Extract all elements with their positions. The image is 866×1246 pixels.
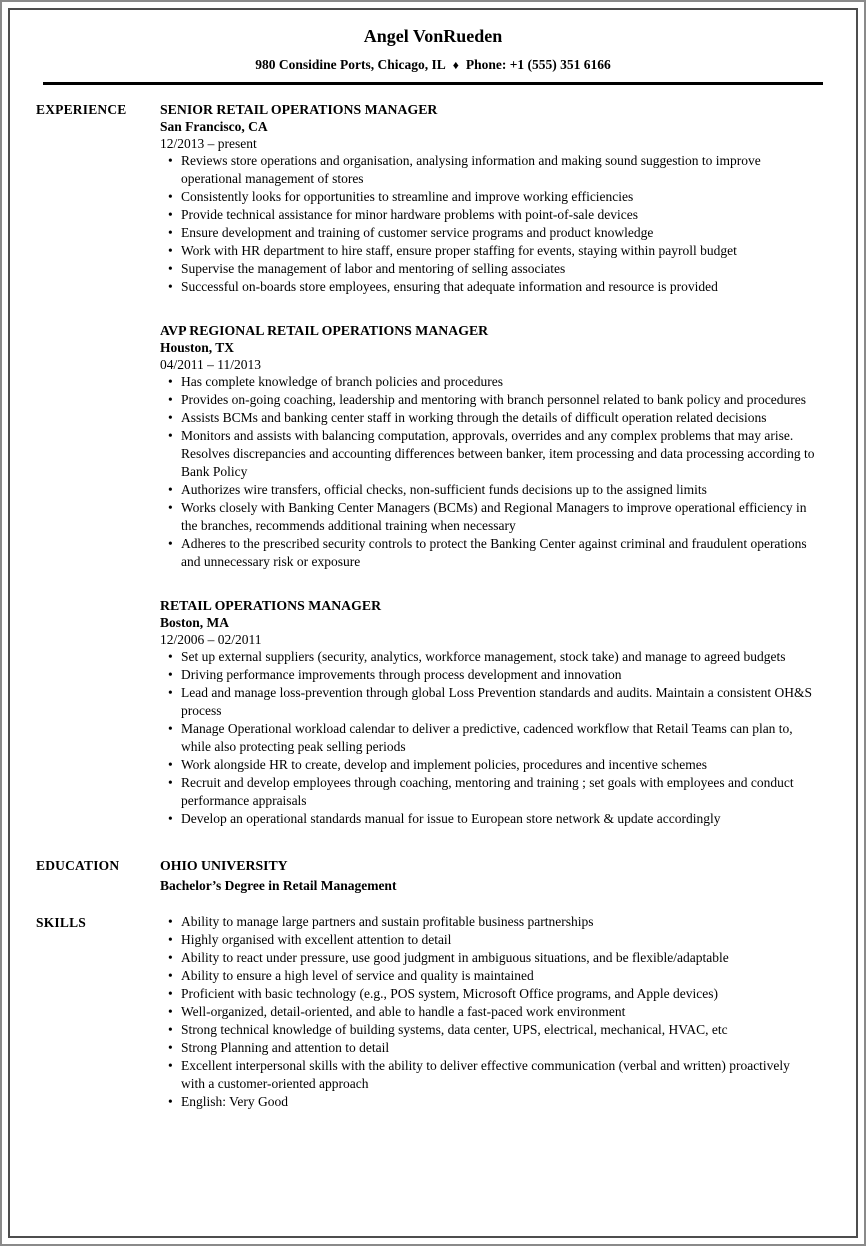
skill-bullet: • Proficient with basic technology (e.g., POS system, Microsoft Office programs, and Apple devices) (181, 985, 816, 1003)
job-dates: 04/2011 – 11/2013 (160, 357, 261, 372)
skill-bullet: • English: Very Good (181, 1093, 816, 1111)
skill-bullet: • Ability to react under pressure, use good judgment in ambiguous situations, and be flexible/adaptable (181, 949, 816, 967)
job-bullet: • Assists BCMs and banking center staff in working through the details of difficult operation related decisions (181, 409, 816, 427)
job-bullet: • Lead and manage loss-prevention through global Loss Prevention standards and audits. Maintain a consistent OH&S process (181, 684, 816, 720)
skill-bullet: • Strong technical knowledge of building systems, data center, UPS, electrical, mechanical, HVAC, etc (181, 1021, 816, 1039)
skills-bullet-list (160, 913, 816, 1111)
job-entry (160, 100, 816, 296)
job-bullet: • Consistently looks for opportunities to streamline and improve working efficiencies (181, 188, 816, 206)
job-entry (160, 596, 816, 828)
job-entry (160, 321, 816, 571)
job-title: SENIOR RETAIL OPERATIONS MANAGER (160, 102, 438, 117)
job-bullet: • Provide technical assistance for minor hardware problems with point-of-sale devices (181, 206, 816, 224)
address-text: 980 Considine Ports, Chicago, IL (255, 57, 446, 72)
job-bullet: • Recruit and develop employees through coaching, mentoring and training ; set goals with employees and conduct performance appraisals (181, 774, 816, 810)
job-bullet: • Provides on-going coaching, leadership and mentoring with branch personnel related to bank policy and procedures (181, 391, 816, 409)
job-bullet: • Set up external suppliers (security, analytics, workforce management, stock take) and manage to agreed budgets (181, 648, 816, 666)
contact-line (10, 57, 856, 73)
job-title: RETAIL OPERATIONS MANAGER (160, 598, 382, 613)
job-dates: 12/2006 – 02/2011 (160, 632, 262, 647)
experience-section (36, 100, 816, 828)
education-school: OHIO UNIVERSITY (160, 858, 288, 873)
job-bullet: • Monitors and assists with balancing computation, approvals, overrides and any complex problems that may arise. Resolves discrepancies and accounting differences between banker, item processing and data processing according to Bank Policy (181, 427, 816, 481)
job-bullet: • Develop an operational standards manual for issue to European store network & update accordingly (181, 810, 816, 828)
skill-bullet: • Excellent interpersonal skills with the ability to deliver effective communication (verbal and written) proactively with a customer-oriented approach (181, 1057, 816, 1093)
phone-text: Phone: +1 (555) 351 6166 (465, 57, 611, 72)
job-bullet: • Reviews store operations and organisation, analysing information and making sound suggestion to improve operational management of stores (181, 152, 816, 188)
person-name: Angel VonRueden (363, 26, 503, 46)
diamond-separator-icon: ♦ (452, 58, 459, 72)
skill-bullet: • Ability to ensure a high level of service and quality is maintained (181, 967, 816, 985)
experience-section-content (160, 100, 816, 828)
job-bullet: • Successful on-boards store employees, ensuring that adequate information and resource is provided (181, 278, 816, 296)
skill-bullet: • Ability to manage large partners and sustain profitable business partnerships (181, 913, 816, 931)
resume-page-inner (8, 8, 858, 1238)
job-location: Boston, MA (160, 615, 230, 630)
skill-bullet: • Well-organized, detail-oriented, and able to handle a fast-paced work environment (181, 1003, 816, 1021)
job-bullet: • Ensure development and training of customer service programs and product knowledge (181, 224, 816, 242)
job-bullet: • Work alongside HR to create, develop and implement policies, procedures and incentive schemes (181, 756, 816, 774)
resume-body (10, 85, 856, 1111)
job-dates: 12/2013 – present (160, 136, 257, 151)
skill-bullet: • Highly organised with excellent attention to detail (181, 931, 816, 949)
resume-header (10, 25, 856, 73)
job-bullet-list (160, 648, 816, 828)
job-location: Houston, TX (160, 340, 235, 355)
education-section-label: EDUCATION (36, 858, 120, 873)
job-bullet: • Driving performance improvements through process development and innovation (181, 666, 816, 684)
education-section (36, 856, 816, 895)
job-bullet-list (160, 152, 816, 296)
skills-section-content (160, 913, 816, 1111)
skills-section-label: SKILLS (36, 915, 86, 930)
job-location: San Francisco, CA (160, 119, 268, 134)
experience-section-label: EXPERIENCE (36, 102, 127, 117)
job-bullet: • Has complete knowledge of branch policies and procedures (181, 373, 816, 391)
skills-section (36, 913, 816, 1111)
job-bullet: • Work with HR department to hire staff, ensure proper staffing for events, staying within payroll budget (181, 242, 816, 260)
job-bullet: • Adheres to the prescribed security controls to protect the Banking Center against criminal and fraudulent operations and unnecessary risk or exposure (181, 535, 816, 571)
education-degree: Bachelor’s Degree in Retail Management (160, 878, 397, 893)
job-bullet: • Authorizes wire transfers, official checks, non-sufficient funds decisions up to the assigned limits (181, 481, 816, 499)
job-bullet: • Supervise the management of labor and mentoring of selling associates (181, 260, 816, 278)
job-bullet: • Works closely with Banking Center Managers (BCMs) and Regional Managers to improve operational efficiency in the branches, recommends additional training when necessary (181, 499, 816, 535)
job-bullet-list (160, 373, 816, 571)
skill-bullet: • Strong Planning and attention to detail (181, 1039, 816, 1057)
job-bullet: • Manage Operational workload calendar to deliver a predictive, cadenced workflow that Retail Teams can plan to, while also protecting peak selling periods (181, 720, 816, 756)
education-section-content (160, 856, 816, 895)
job-title: AVP REGIONAL RETAIL OPERATIONS MANAGER (160, 323, 489, 338)
